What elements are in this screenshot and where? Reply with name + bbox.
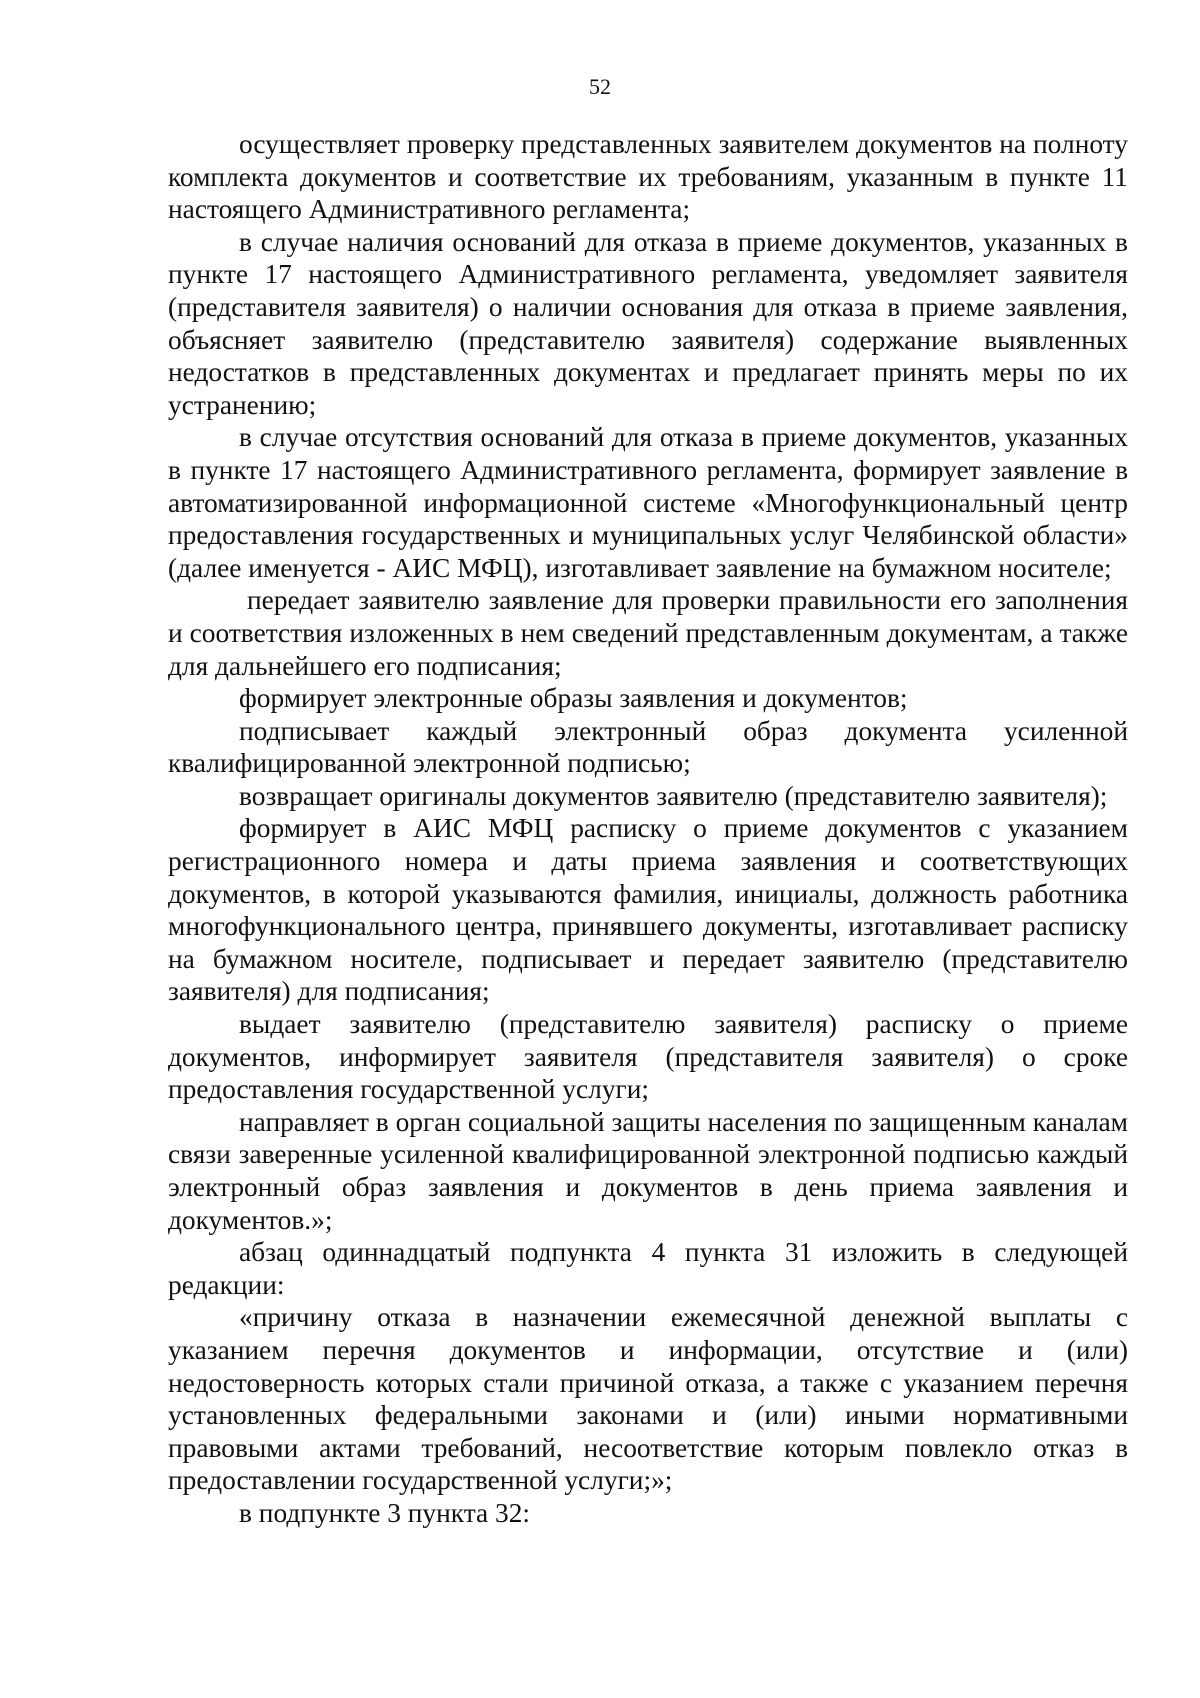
paragraph: осуществляет проверку представленных заявителем документов на полноту комплекта документов и соответствие их требованиям, указанным в пункте 11 настоящего Административного регламента; (168, 129, 1128, 225)
paragraph: абзац одиннадцатый подпункта 4 пункта 31 изложить в следующей редакции: (168, 1237, 1128, 1300)
paragraph: в подпункте 3 пункта 32: (239, 1497, 531, 1528)
page-number: 52 (589, 74, 611, 99)
document-body (168, 128, 1128, 1530)
paragraph: подписывает каждый электронный образ документа усиленной квалифицированной электронной подписью; (168, 715, 1128, 779)
paragraph: в случае отсутствия оснований для отказа в приеме документов, указанных в пункте 17 настоящего Административного регламента, формирует заявление в автоматизированной информационной системе «Многофункциональный центр предоставления государственных и муниципальных услуг Челябинской области» (далее именуется - АИС МФЦ), изготавливает заявление на бумажном носителе; (168, 422, 1128, 583)
paragraph: направляет в орган социальной защиты населения по защищенным каналам связи заверенные усиленной квалифицированной электронной подписью каждый электронный образ заявления и документов в день приема заявления и документов.»; (168, 1106, 1128, 1235)
paragraph: передает заявителю заявление для проверки правильности его заполнения и соответствия изложенных в нем сведений представленным документам, а также для дальнейшего его подписания; (168, 585, 1128, 681)
paragraph: в случае наличия оснований для отказа в приеме документов, указанных в пункте 17 настоящего Административного регламента, уведомляет заявителя (представителя заявителя) о наличии основания для отказа в приеме заявления, объясняет заявителю (представителю заявителя) содержание выявленных недостатков в представленных документах и предлагает принять меры по их устранению; (168, 226, 1128, 420)
paragraph: «причину отказа в назначении ежемесячной денежной выплаты с указанием перечня документов и информации, отсутствие и (или) недостоверность которых стали причиной отказа, а также с указанием перечня установленных федеральными законами и (или) иными нормативными правовыми актами требований, несоответствие которым повлекло отказ в предоставлении государственной услуги;»; (168, 1302, 1128, 1496)
paragraph: возвращает оригиналы документов заявителю (представителю заявителя); (239, 780, 1108, 811)
paragraph: формирует в АИС МФЦ расписку о приеме документов с указанием регистрационного номера и даты приема заявления и соответствующих документов, в которой указываются фамилия, инициалы, должность работника многофункционального центра, принявшего документы, изготавливает расписку на бумажном носителе, подписывает и передает заявителю (представителю заявителя) для подписания; (168, 813, 1128, 1007)
paragraph: формирует электронные образы заявления и документов; (239, 683, 908, 714)
paragraph: выдает заявителю (представителю заявителя) расписку о приеме документов, информирует заявителя (представителя заявителя) о сроке предоставления государственной услуги; (168, 1009, 1128, 1105)
